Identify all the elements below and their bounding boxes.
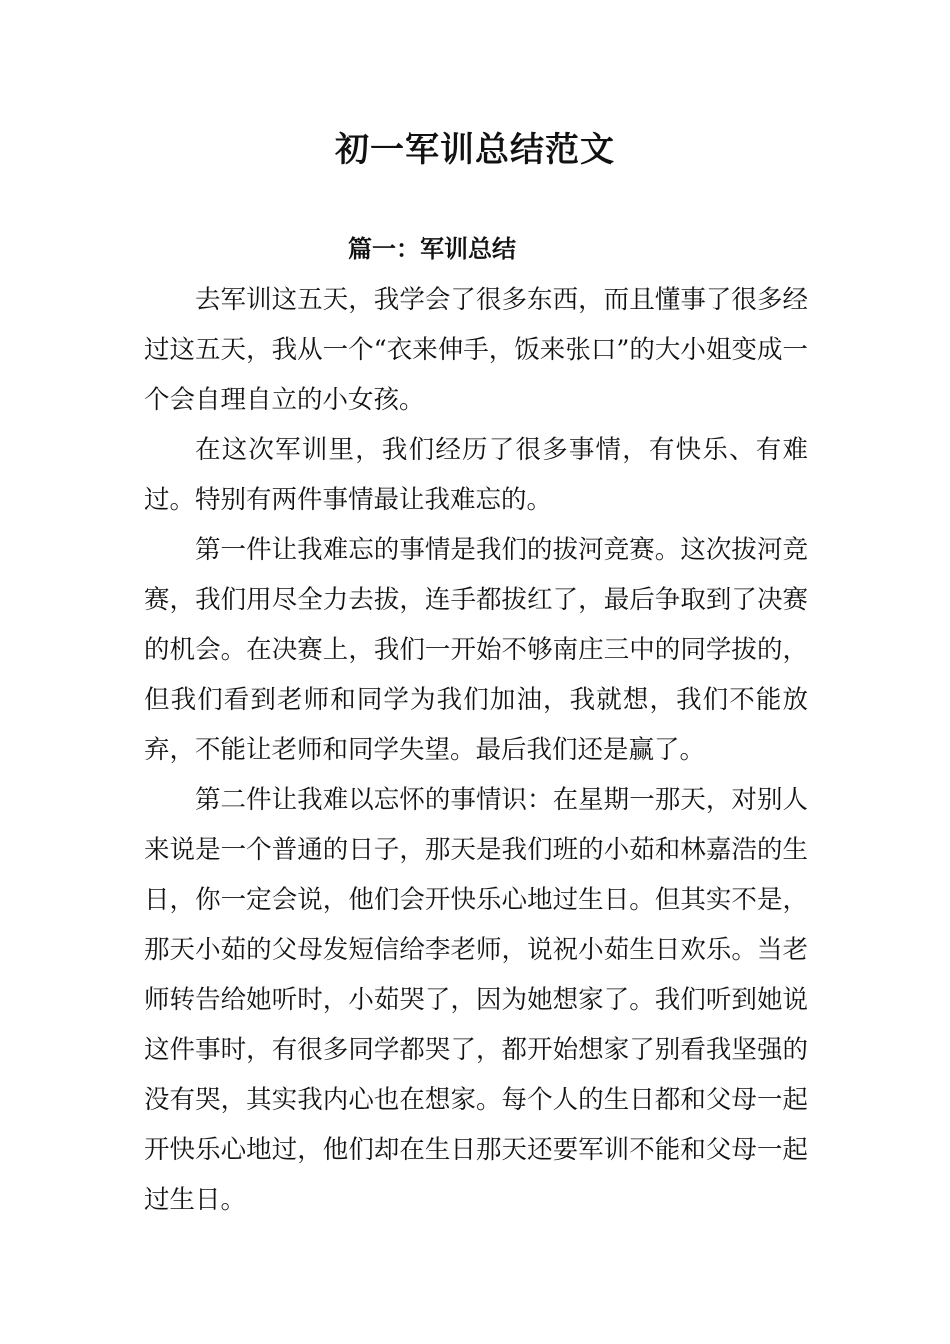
paragraph-birthday: 第二件让我难以忘怀的事情识：在星期一那天，对别人来说是一个普通的日子，那天是我们班的小茹和林嘉浩的生日，你一定会说，他们会开快乐心地过生日。但其实不是，那天小茹的父母发短信给李老师，说祝小茹生日欢乐。当老师转告给她听时，小茹哭了，因为她想家了。我们听到她说这件事时，有很多同学都哭了，都开始想家了别看我坚强的没有哭，其实我内心也在想家。每个人的生日都和父母一起开快乐心地过，他们却在生日那天还要军训不能和父母一起过生日。 [144,785,808,1215]
section-heading: 篇一：军训总结 [348,234,516,263]
paragraph-intro: 去军训这五天，我学会了很多东西，而且懂事了很多经过这五天，我从一个“衣来伸手，饭来张口”的大小姐变成一个会自理自立的小女孩。 [144,285,808,415]
document-body [144,275,808,1225]
document-title: 初一军训总结范文 [335,130,615,170]
paragraph-tug-of-war: 第一件让我难忘的事情是我们的拔河竞赛。这次拔河竞赛，我们用尽全力去拔，连手都拔红了，最后争取到了决赛的机会。在决赛上，我们一开始不够南庄三中的同学拔的，但我们看到老师和同学为我们加油，我就想，我们不能放弃，不能让老师和同学失望。最后我们还是赢了。 [144,535,808,765]
paragraph-experiences: 在这次军训里，我们经历了很多事情，有快乐、有难过。特别有两件事情最让我难忘的。 [144,435,808,515]
